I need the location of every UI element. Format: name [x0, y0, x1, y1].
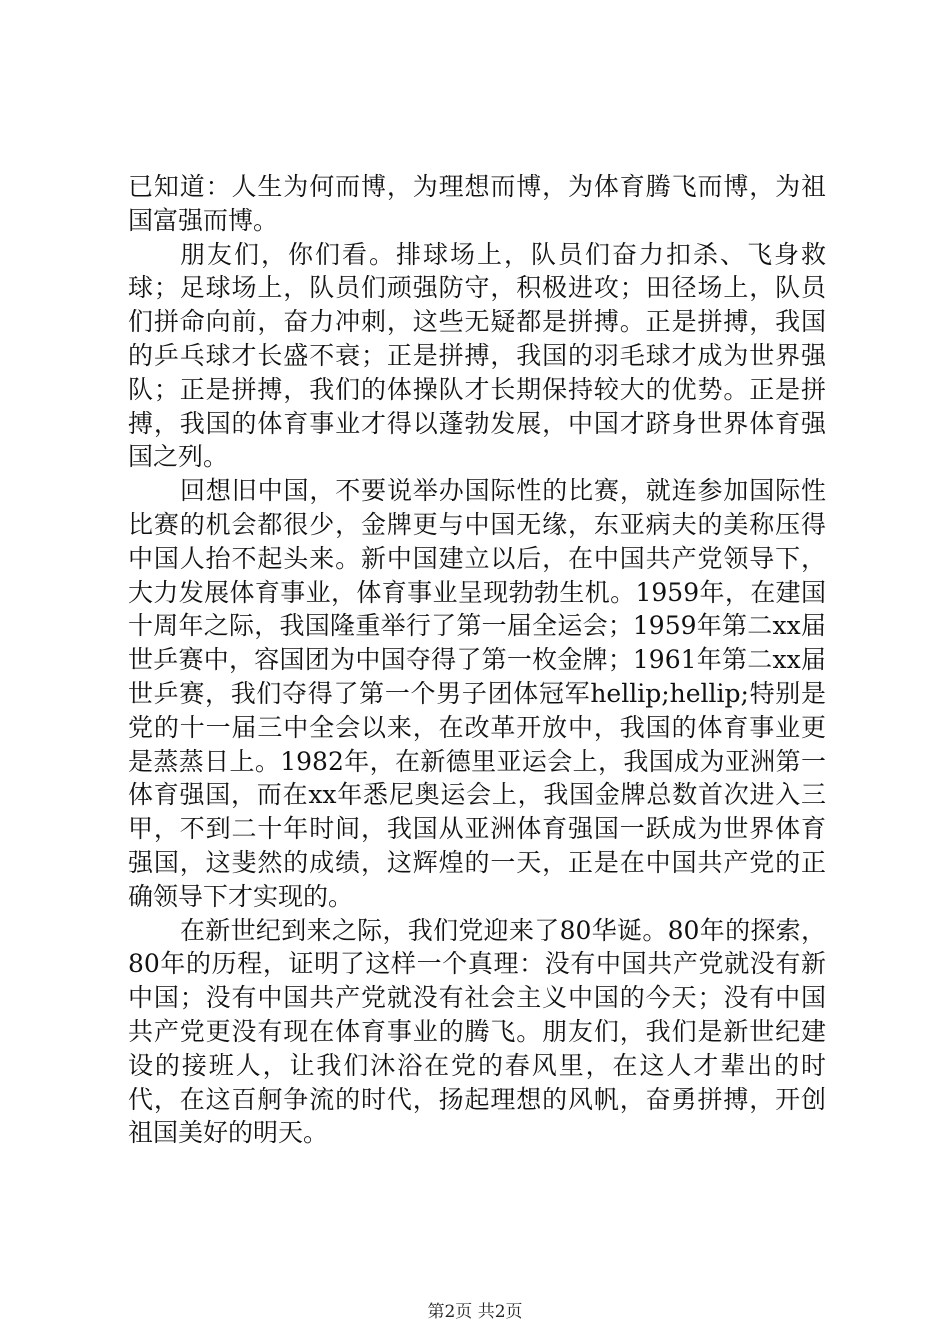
paragraph-continuation: 已知道：人生为何而博，为理想而博，为体育腾飞而博，为祖国富强而博。	[128, 172, 826, 235]
page-number: 第2页 共2页	[427, 1302, 523, 1322]
document-body	[128, 170, 826, 1150]
paragraph-sports-spirit: 朋友们，你们看。排球场上，队员们奋力扣杀、飞身救球；足球场上，队员们顽强防守，积极进攻；田径场上，队员们拼命向前，奋力冲刺，这些无疑都是拼搏。正是拼搏，我国的乒乓球才长盛不衰；正是拼搏，我国的羽毛球才成为世界强队；正是拼搏，我们的体操队才长期保持较大的优势。正是拼搏，我国的体育事业才得以蓬勃发展，中国才跻身世界体育强国之列。	[128, 239, 826, 472]
paragraph-new-century: 在新世纪到来之际，我们党迎来了80华诞。80年的探索，80年的历程，证明了这样一个真理：没有中国共产党就没有新中国；没有中国共产党就没有社会主义中国的今天；没有中国共产党更没有现在体育事业的腾飞。朋友们，我们是新世纪建设的接班人，让我们沐浴在党的春风里，在这人才辈出的时代，在这百舸争流的时代，扬起理想的风帆，奋勇拼搏，开创祖国美好的明天。	[128, 915, 826, 1148]
paragraph-history: 回想旧中国，不要说举办国际性的比赛，就连参加国际性比赛的机会都很少，金牌更与中国无缘，东亚病夫的美称压得中国人抬不起头来。新中国建立以后，在中国共产党领导下，大力发展体育事业，体育事业呈现勃勃生机。1959年，在建国十周年之际，我国隆重举行了第一届全运会；1959年第二xx届世乒赛中，容国团为中国夺得了第一枚金牌；1961年第二xx届世乒赛，我们夺得了第一个男子团体冠军hellip;hellip;特别是党的十一届三中全会以来，在改革开放中，我国的体育事业更是蒸蒸日上。1982年，在新德里亚运会上，我国成为亚洲第一体育强国，而在xx年悉尼奥运会上，我国金牌总数首次进入三甲，不到二十年时间，我国从亚洲体育强国一跃成为世界体育强国，这斐然的成绩，这辉煌的一天，正是在中国共产党的正确领导下才实现的。	[128, 476, 826, 911]
